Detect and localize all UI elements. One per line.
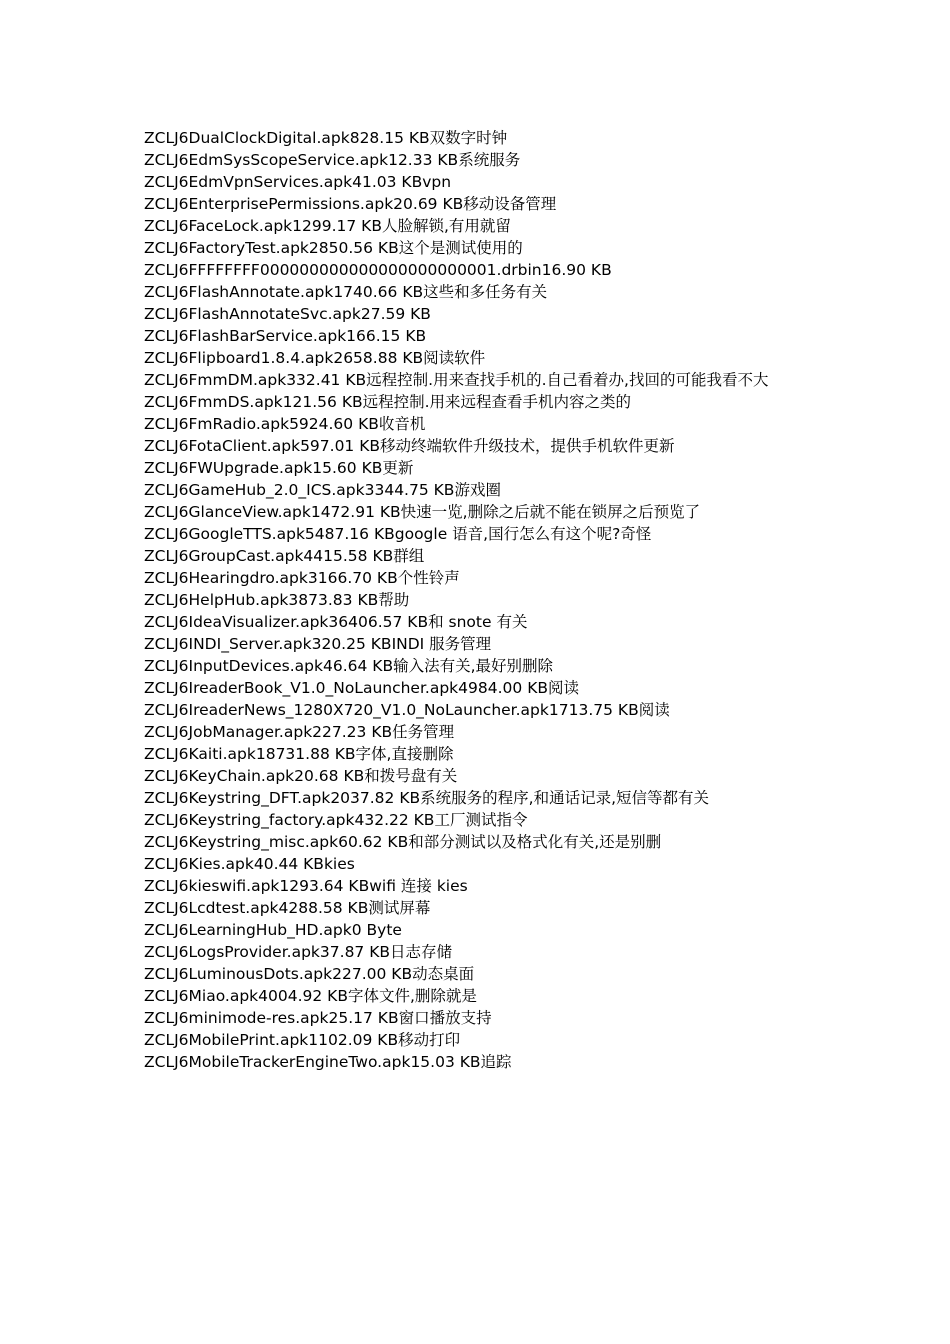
list-item [144,589,810,611]
file-name: MobileTrackerEngineTwo.apk [188,1053,411,1071]
file-description: 快速一览,删除之后就不能在锁屏之后预览了 [400,503,701,521]
file-description: 字体,直接删除 [355,745,454,763]
list-item [144,963,810,985]
file-size: 166.15 KB [346,327,427,345]
file-name: KeyChain.apk [188,767,295,785]
list-item [144,1007,810,1029]
list-item [144,765,810,787]
list-item [144,237,810,259]
file-name: minimode-res.apk [188,1009,329,1027]
device-code: ZCLJ6 [144,591,189,609]
device-code: ZCLJ6 [144,437,189,455]
list-item [144,831,810,853]
file-name: HelpHub.apk [188,591,289,609]
file-name: IreaderBook_V1.0_NoLauncher.apk [188,679,459,697]
file-description: 和部分测试以及格式化有关,还是别删 [408,833,662,851]
device-code: ZCLJ6 [144,701,189,719]
file-name: LearningHub_HD.apk [188,921,352,939]
file-name: FotaClient.apk [188,437,301,455]
file-description: wifi 连接 kies [369,877,468,895]
list-item [144,941,810,963]
file-size: 40.44 KB [253,855,324,873]
list-item [144,809,810,831]
file-size: 432.22 KB [354,811,435,829]
file-name: EdmVpnServices.apk [188,173,353,191]
list-item [144,545,810,567]
file-size: 3166.70 KB [307,569,398,587]
file-size: 36406.57 KB [328,613,429,631]
file-size: 12.33 KB [388,151,459,169]
file-description: 任务管理 [392,723,455,741]
file-size: 60.62 KB [338,833,409,851]
device-code: ZCLJ6 [144,151,189,169]
file-name: Lcdtest.apk [188,899,279,917]
device-code: ZCLJ6 [144,657,189,675]
list-item [144,1051,810,1073]
file-description: 更新 [382,459,414,477]
device-code: ZCLJ6 [144,943,189,961]
file-size: 27.59 KB [360,305,431,323]
device-code: ZCLJ6 [144,1009,189,1027]
device-code: ZCLJ6 [144,1053,189,1071]
file-size: 227.23 KB [312,723,393,741]
file-size: 1299.17 KB [292,217,382,235]
list-item [144,325,810,347]
file-description: 日志存储 [390,943,453,961]
file-size: 2850.56 KB [308,239,399,257]
file-name: IdeaVisualizer.apk [188,613,329,631]
file-size: 15.60 KB [312,459,383,477]
device-code: ZCLJ6 [144,129,189,147]
file-size: 320.25 KB [311,635,392,653]
file-size: 828.15 KB [349,129,430,147]
file-name: Keystring_misc.apk [188,833,339,851]
file-description: 帮助 [378,591,410,609]
file-size: 227.00 KB [332,965,413,983]
device-code: ZCLJ6 [144,217,189,235]
file-name: INDI_Server.apk [188,635,312,653]
list-item [144,699,810,721]
file-description: 这些和多任务有关 [423,283,548,301]
file-description: 工厂测试指令 [434,811,528,829]
device-code: ZCLJ6 [144,503,189,521]
file-description: google 语音,国行怎么有这个呢?奇怪 [394,525,652,543]
file-description: 移动终端软件升级技术，提供手机软件更新 [380,437,675,455]
file-name: GameHub_2.0_ICS.apk [188,481,365,499]
file-size: 1472.91 KB [310,503,401,521]
file-name: JobManager.apk [188,723,313,741]
file-size: 3873.83 KB [288,591,379,609]
file-name: Miao.apk [188,987,259,1005]
file-name: Flipboard1.8.4.apk [188,349,334,367]
file-size: 46.64 KB [322,657,394,675]
device-code: ZCLJ6 [144,327,189,345]
device-code: ZCLJ6 [144,613,189,631]
file-size: 4004.92 KB [258,987,348,1005]
list-item [144,435,810,457]
file-name: FWUpgrade.apk [188,459,313,477]
file-description: 双数字时钟 [429,129,508,147]
file-size: 1293.64 KB [279,877,370,895]
file-description: vpn [422,173,452,191]
file-size: 1102.09 KB [308,1031,399,1049]
file-name: FmRadio.apk [188,415,290,433]
file-description: 个性铃声 [397,569,460,587]
file-size: 18731.88 KB [255,745,356,763]
file-name: MobilePrint.apk [188,1031,309,1049]
list-item [144,347,810,369]
file-name: Keystring_DFT.apk [188,789,331,807]
file-name: EnterprisePermissions.apk [188,195,394,213]
file-size: 41.03 KB [352,173,423,191]
file-size: 3344.75 KB [364,481,455,499]
file-name: FaceLock.apk [188,217,293,235]
file-description: 群组 [393,547,425,565]
file-size: 5487.16 KB [304,525,395,543]
file-name: FactoryTest.apk [188,239,309,257]
file-description: 字体文件,删除就是 [347,987,477,1005]
list-item [144,193,810,215]
file-size: 4984.00 KB [458,679,548,697]
list-item [144,149,810,171]
list-item [144,369,810,391]
file-description: 输入法有关,最好别删除 [393,657,554,675]
list-item [144,743,810,765]
file-name: FmmDS.apk [188,393,283,411]
device-code: ZCLJ6 [144,371,189,389]
list-item [144,919,810,941]
document-page [144,127,810,1073]
file-name: Keystring_factory.apk [188,811,355,829]
file-description: kies [323,855,355,873]
file-name: LogsProvider.apk [188,943,320,961]
list-item [144,523,810,545]
file-size: 2658.88 KB [333,349,424,367]
list-item [144,985,810,1007]
file-size: 5924.60 KB [289,415,379,433]
file-name: FFFFFFFF000000000000000000000001.drbin [188,261,542,279]
device-code: ZCLJ6 [144,569,189,587]
list-item [144,853,810,875]
file-name: DualClockDigital.apk [188,129,350,147]
file-description: 阅读 [548,679,580,697]
list-item [144,655,810,677]
device-code: ZCLJ6 [144,349,189,367]
file-name: Kies.apk [188,855,254,873]
device-code: ZCLJ6 [144,481,189,499]
device-code: ZCLJ6 [144,745,189,763]
file-size: 1713.75 KB [548,701,639,719]
file-description: 动态桌面 [412,965,475,983]
device-code: ZCLJ6 [144,459,189,477]
device-code: ZCLJ6 [144,173,189,191]
list-item [144,259,810,281]
list-item [144,1029,810,1051]
file-size: 25.17 KB [328,1009,399,1027]
device-code: ZCLJ6 [144,833,189,851]
file-size: 20.68 KB [294,767,365,785]
file-description: 移动打印 [398,1031,461,1049]
list-item [144,897,810,919]
device-code: ZCLJ6 [144,195,189,213]
file-description: 阅读软件 [423,349,486,367]
list-item [144,391,810,413]
device-code: ZCLJ6 [144,789,189,807]
file-name: FlashAnnotateSvc.apk [188,305,361,323]
file-description: 这个是测试使用的 [398,239,523,257]
device-code: ZCLJ6 [144,1031,189,1049]
device-code: ZCLJ6 [144,547,189,565]
device-code: ZCLJ6 [144,965,189,983]
device-code: ZCLJ6 [144,393,189,411]
device-code: ZCLJ6 [144,855,189,873]
file-name: Kaiti.apk [188,745,256,763]
file-description: 远程控制.用来远程查看手机内容之类的 [362,393,632,411]
file-description: INDI 服务管理 [391,635,492,653]
device-code: ZCLJ6 [144,767,189,785]
file-name: GoogleTTS.apk [188,525,305,543]
file-name: InputDevices.apk [188,657,323,675]
device-code: ZCLJ6 [144,679,189,697]
file-size: 16.90 KB [541,261,612,279]
list-item [144,171,810,193]
list-item [144,457,810,479]
file-size: 121.56 KB [282,393,363,411]
file-description: 移动设备管理 [463,195,557,213]
file-size: 597.01 KB [300,437,381,455]
file-size: 4288.58 KB [278,899,369,917]
file-size: 0 Byte [351,921,402,939]
list-item [144,875,810,897]
file-name: EdmSysScopeService.apk [188,151,389,169]
device-code: ZCLJ6 [144,987,189,1005]
file-description: 测试屏幕 [368,899,431,917]
list-item [144,787,810,809]
file-size: 37.87 KB [319,943,391,961]
list-item [144,281,810,303]
file-size: 15.03 KB [410,1053,481,1071]
device-code: ZCLJ6 [144,283,189,301]
device-code: ZCLJ6 [144,921,189,939]
device-code: ZCLJ6 [144,261,189,279]
file-name: GlanceView.apk [188,503,311,521]
file-size: 332.41 KB [286,371,367,389]
list-item [144,501,810,523]
file-name: IreaderNews_1280X720_V1.0_NoLauncher.apk [188,701,549,719]
list-item [144,479,810,501]
file-name: FmmDM.apk [188,371,287,389]
list-item [144,567,810,589]
file-size: 1740.66 KB [333,283,424,301]
list-item [144,721,810,743]
device-code: ZCLJ6 [144,239,189,257]
file-description: 人脸解锁,有用就留 [381,217,511,235]
device-code: ZCLJ6 [144,305,189,323]
list-item [144,127,810,149]
file-name: Hearingdro.apk [188,569,308,587]
device-code: ZCLJ6 [144,877,189,895]
device-code: ZCLJ6 [144,723,189,741]
list-item [144,677,810,699]
file-size: 20.69 KB [393,195,464,213]
file-name: FlashAnnotate.apk [188,283,334,301]
file-description: 收音机 [378,415,426,433]
file-description: 远程控制.用来查找手机的.自己看着办,找回的可能我看不大 [366,371,769,389]
file-description: 游戏圈 [454,481,501,499]
file-name: FlashBarService.apk [188,327,347,345]
file-name: kieswifi.apk [188,877,280,895]
file-description: 和拨号盘有关 [364,767,458,785]
list-item [144,413,810,435]
file-description: 和 snote 有关 [428,613,528,631]
device-code: ZCLJ6 [144,635,189,653]
device-code: ZCLJ6 [144,525,189,543]
file-description: 窗口播放支持 [398,1009,492,1027]
list-item [144,611,810,633]
file-size: 4415.58 KB [303,547,394,565]
file-name: GroupCast.apk [188,547,304,565]
file-description: 系统服务的程序,和通话记录,短信等都有关 [420,789,709,807]
file-name: LuminousDots.apk [188,965,333,983]
list-item [144,215,810,237]
file-description: 追踪 [480,1053,512,1071]
list-item [144,633,810,655]
device-code: ZCLJ6 [144,811,189,829]
file-description: 阅读 [638,701,670,719]
file-description: 系统服务 [458,151,521,169]
device-code: ZCLJ6 [144,899,189,917]
file-size: 2037.82 KB [330,789,421,807]
list-item [144,303,810,325]
device-code: ZCLJ6 [144,415,189,433]
